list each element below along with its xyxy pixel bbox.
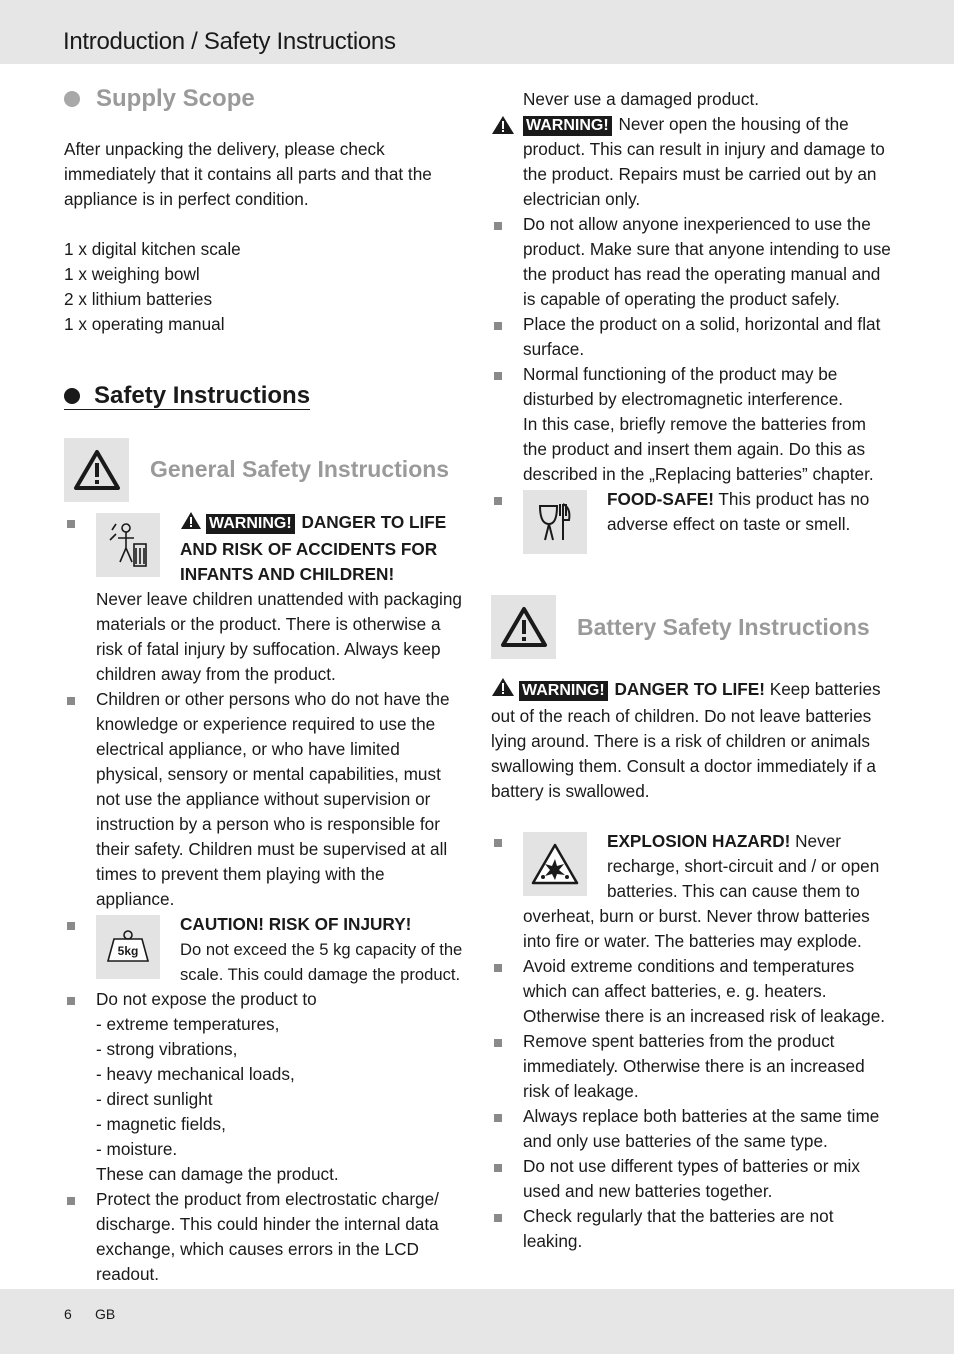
expose-list-item: - magnetic fields, bbox=[96, 1113, 226, 1134]
expose-list-item: - moisture. bbox=[96, 1138, 178, 1159]
warning-label: WARNING! bbox=[206, 514, 295, 534]
children-warning-item bbox=[64, 510, 466, 687]
damaged-text: Never use a damaged product. bbox=[523, 89, 759, 109]
children-warning-text: Never leave children unattended with packaging materials or the product. There is otherwise a risk of fatal injury by suffocation. Always keep children away from the product. bbox=[96, 588, 462, 684]
page-number: 6 bbox=[64, 1306, 72, 1322]
expose-list-item: - strong vibrations, bbox=[96, 1038, 238, 1059]
explosion-text: Never recharge, short-circuit and / or open batteries. This can cause them to overheat, burn or burst. Never throw batteries into fire or water. The batteries may explode. bbox=[523, 831, 880, 951]
bullet-dot-icon bbox=[64, 91, 80, 107]
battery-item: Always replace both batteries at the same time and only use batteries of the same type. bbox=[491, 1104, 891, 1154]
warning-label: WARNING! bbox=[523, 116, 612, 136]
battery-item: Check regularly that the batteries are not leaking. bbox=[491, 1204, 891, 1254]
warning-label: WARNING! bbox=[519, 681, 608, 701]
left-column bbox=[64, 86, 466, 1312]
explosion-icon bbox=[523, 832, 587, 896]
caution-title: CAUTION! RISK OF INJURY! bbox=[180, 913, 412, 934]
weight-label: 5kg bbox=[117, 943, 139, 958]
battery-safety-title: Battery Safety Instructions bbox=[577, 613, 870, 640]
page-title: Introduction / Safety Instructions bbox=[63, 28, 396, 55]
caution-text: Do not exceed the 5 kg capacity of the scale. This could damage the product. bbox=[180, 939, 463, 984]
food-safe-text: This product has no adverse effect on taste or smell. bbox=[607, 489, 870, 534]
battery-item: Remove spent batteries from the product immediately. Otherwise there is an increased risk of leakage. bbox=[491, 1029, 891, 1104]
supply-scope-title: Supply Scope bbox=[96, 85, 255, 112]
battery-danger-block bbox=[491, 677, 891, 804]
emi-text: Normal functioning of the product may be disturbed by electromagnetic interference. bbox=[523, 364, 844, 409]
emi-text-2: In this case, briefly remove the batteries from the product and insert them again. Do this as described in the „Replacing batteries” chapter. bbox=[523, 414, 874, 484]
weight-5kg-icon bbox=[96, 915, 160, 979]
expose-item bbox=[64, 987, 466, 1187]
supply-item: 1 x weighing bowl bbox=[64, 264, 200, 284]
caution-item bbox=[64, 912, 466, 987]
explosion-item bbox=[491, 829, 891, 954]
warning-triangle-icon bbox=[491, 595, 556, 659]
supply-scope-heading bbox=[64, 86, 466, 111]
safety-instructions-heading bbox=[64, 383, 466, 411]
expose-list-item: - extreme temperatures, bbox=[96, 1013, 280, 1034]
persons-item: Children or other persons who do not have the knowledge or experience required to use the electrical appliance, or who have limited physical, sensory or mental capabilities, must not use the appliance without supervision or instruction by a person who is responsible for their safety. Children must be supervised at all times to prevent them playing with the appliance. bbox=[64, 687, 466, 912]
warning-small-icon bbox=[180, 511, 202, 537]
food-safe-icon bbox=[523, 490, 587, 554]
expose-list-item: - heavy mechanical loads, bbox=[96, 1063, 295, 1084]
general-safety-heading bbox=[64, 438, 466, 502]
emi-item bbox=[491, 362, 891, 487]
housing-text: Never open the housing of the product. This can result in injury and damage to the product. Repairs must be carried out by an electrician only. bbox=[523, 114, 885, 209]
battery-item: Do not use different types of batteries or mix used and new batteries together. bbox=[491, 1154, 891, 1204]
supply-intro: After unpacking the delivery, please check immediately that it contains all parts and that the appliance is in perfect condition. bbox=[64, 139, 432, 209]
page-footer bbox=[0, 1289, 954, 1354]
static-item: Protect the product from electrostatic charge/ discharge. This could hinder the internal data exchange, which causes errors in the LCD readout. bbox=[64, 1187, 466, 1287]
food-safe-item bbox=[491, 487, 891, 537]
safety-instructions-title: Safety Instructions bbox=[94, 382, 311, 409]
general-safety-title: General Safety Instructions bbox=[150, 456, 450, 482]
right-column bbox=[491, 87, 891, 1254]
food-safe-title: FOOD-SAFE! bbox=[607, 489, 714, 509]
expose-list-item: - direct sunlight bbox=[96, 1088, 213, 1109]
battery-safety-heading bbox=[491, 595, 891, 659]
bullet-dot-icon bbox=[64, 388, 80, 404]
battery-danger-title: DANGER TO LIFE! bbox=[614, 679, 765, 699]
language-code: GB bbox=[95, 1306, 116, 1322]
explosion-title: EXPLOSION HAZARD! bbox=[607, 831, 791, 851]
supply-item: 2 x lithium batteries bbox=[64, 289, 213, 309]
expose-outro: These can damage the product. bbox=[96, 1163, 339, 1184]
children-danger-title: DANGER TO LIFE AND RISK OF ACCIDENTS FOR INFANTS AND CHILDREN! bbox=[180, 511, 447, 584]
warning-small-icon bbox=[491, 115, 515, 142]
surface-item: Place the product on a solid, horizontal and flat surface. bbox=[491, 312, 891, 362]
battery-item: Avoid extreme conditions and temperatures which can affect batteries, e. g. heaters. Otherwise there is an increased risk of leakage. bbox=[491, 954, 891, 1029]
housing-warning-item bbox=[491, 112, 891, 212]
warning-small-icon bbox=[491, 677, 515, 704]
supply-item: 1 x digital kitchen scale bbox=[64, 239, 241, 259]
inexperienced-item: Do not allow anyone inexperienced to use the product. Make sure that anyone intending to use the product has read the operating manual and is capable of operating the product safely. bbox=[491, 212, 891, 312]
supply-list bbox=[64, 237, 466, 337]
expose-intro: Do not expose the product to bbox=[96, 988, 317, 1009]
warning-triangle-icon bbox=[64, 438, 129, 502]
supply-item: 1 x operating manual bbox=[64, 314, 225, 334]
battery-danger-text: Keep batteries out of the reach of children. Do not leave batteries lying around. There is a risk of children or animals swallowing them. Consult a doctor immediately if a battery is swallowed. bbox=[491, 679, 881, 801]
child-hazard-icon bbox=[96, 513, 160, 577]
